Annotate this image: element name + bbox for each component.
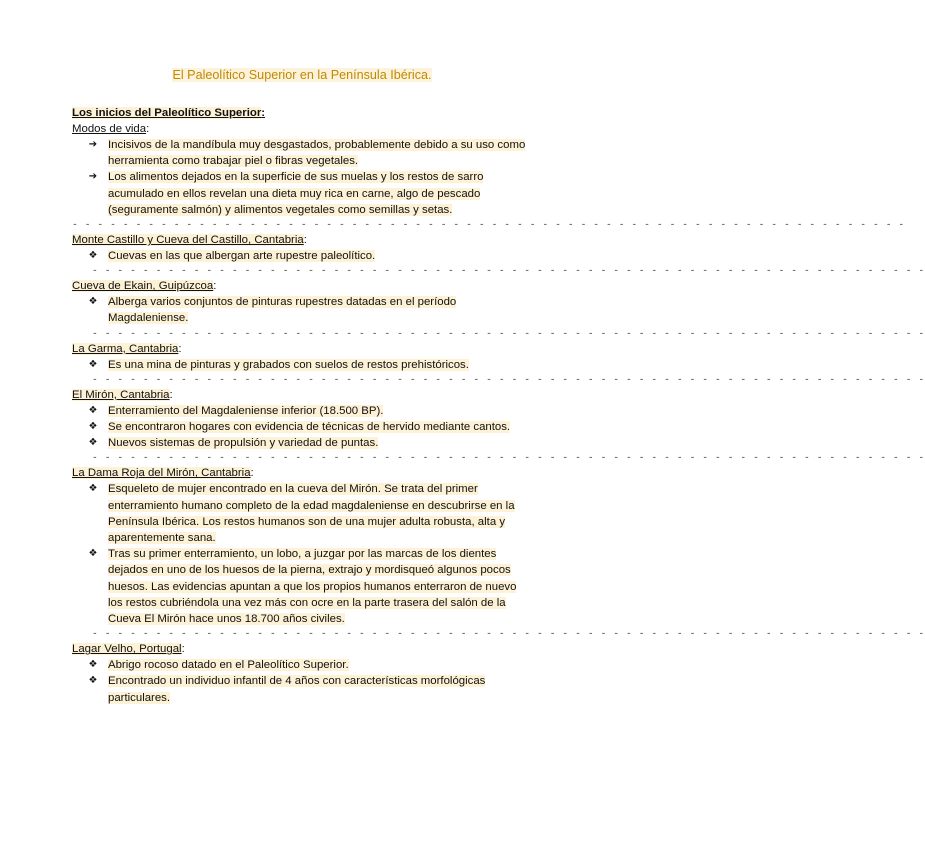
heading-colon: : [261,107,266,119]
section-label-text: La Garma, Cantabria [72,342,179,355]
list-item [72,169,532,218]
section-label-text: Lagar Velho, Portugal [72,643,182,656]
sections-container [72,121,925,706]
arrow-bullet-icon: ➔ [88,171,98,183]
diamond-bullet-icon: ❖ [88,437,98,449]
section-label-text: La Dama Roja del Mirón, Cantabria [72,467,251,480]
bullet-list [72,137,532,218]
bullet-list [72,657,532,706]
list-item [72,673,532,705]
list-item [72,137,532,169]
section-separator: - - - - - - - - - - - - - - - - - - - - - - - - - - - - - - - - - - - - - - - - - - - - - - - - - - - - - - - - - - - - - - - - - - [92,265,925,277]
section-separator: - - - - - - - - - - - - - - - - - - - - - - - - - - - - - - - - - - - - - - - - - - - - - - - - - - - - - - - - - - - - - - - - - - [92,373,925,385]
section-label: Modos de vida: [72,123,150,135]
bullet-list [72,248,532,264]
list-item [72,294,532,326]
bullet-list [72,481,532,627]
section-label: Cueva de Ekain, Guipúzcoa: [72,280,217,293]
section-label-text: El Mirón, Cantabria [72,388,170,401]
section-label-text: Modos de vida [72,123,147,135]
section-separator: - - - - - - - - - - - - - - - - - - - - - - - - - - - - - - - - - - - - - - - - - - - - - - - - - - - - - - - - - - - - - - - - - - [72,219,905,231]
list-item [72,419,532,435]
list-item-text: Los alimentos dejados en la superficie de sus muelas y los restos de sarro acumulado en ellos revelan una dieta muy rica en carne, algo de pescado (seguramente salmón) y alimentos vegetales como semillas y setas. [108,171,484,216]
list-item [72,657,532,673]
list-item [72,248,532,264]
diamond-bullet-icon: ❖ [88,421,98,433]
document-title [72,68,532,82]
list-item-text: Enterramiento del Magdaleniense inferior (18.500 BP). [108,404,384,417]
diamond-bullet-icon: ❖ [88,659,98,671]
list-item [72,435,532,451]
list-item-text: Esqueleto de mujer encontrado en la cueva del Mirón. Se trata del primer enterramiento humano completo de la edad magdaleniense en descubrirse en la Península Ibérica. Los restos humanos son de una mujer adulta robusta, alta y aparentemente sana. [108,483,515,545]
list-item [72,403,532,419]
document-title-text: El Paleolítico Superior en la Península Ibérica. [172,68,432,82]
arrow-bullet-icon: ➔ [88,139,98,150]
section-separator: - - - - - - - - - - - - - - - - - - - - - - - - - - - - - - - - - - - - - - - - - - - - - - - - - - - - - - - - - - - - - - - - - - [92,452,925,464]
diamond-bullet-icon: ❖ [88,404,98,416]
list-item-text: Alberga varios conjuntos de pinturas rupestres datadas en el período Magdaleniense. [108,296,457,325]
diamond-bullet-icon: ❖ [88,358,98,370]
diamond-bullet-icon: ❖ [88,675,98,687]
section-separator: - - - - - - - - - - - - - - - - - - - - - - - - - - - - - - - - - - - - - - - - - - - - - - - - - - - - - - - - - - - - - - - - - - [92,327,925,339]
document-page [72,68,925,706]
bullet-list [72,357,532,373]
section-label: El Mirón, Cantabria: [72,388,173,401]
list-item [72,481,532,546]
section-label: Monte Castillo y Cueva del Castillo, Cantabria: [72,234,307,247]
bullet-list [72,403,532,452]
section-label: Lagar Velho, Portugal: [72,643,185,656]
section-label-text: Monte Castillo y Cueva del Castillo, Cantabria [72,234,304,247]
list-item-text: Es una mina de pinturas y grabados con suelos de restos prehistóricos. [108,358,469,371]
list-item-text: Nuevos sistemas de propulsión y variedad de puntas. [108,437,379,450]
list-item-text: Cuevas en las que albergan arte rupestre paleolítico. [108,250,376,263]
diamond-bullet-icon: ❖ [88,296,98,308]
section-label-text: Cueva de Ekain, Guipúzcoa [72,280,214,293]
section-heading-text: Los inicios del Paleolítico Superior [72,107,262,119]
list-item-text: Encontrado un individuo infantil de 4 años con características morfológicas particulares. [108,675,486,704]
list-item-text: Tras su primer enterramiento, un lobo, a juzgar por las marcas de los dientes dejados en uno de los huesos de la pierna, extrajo y mordisqueó algunos pocos huesos. Las evidencias apuntan a que los propios humanos enterraron de nuevo los restos cubriéndola una vez más con ocre en la parte trasera del salón de la Cueva El Mirón hace unos 18.700 años civiles. [108,548,517,626]
list-item-text: Incisivos de la mandíbula muy desgastados, probablemente debido a su uso como herramienta como trabajar piel o fibras vegetales. [108,139,526,168]
bullet-list [72,294,532,326]
list-item [72,357,532,373]
diamond-bullet-icon: ❖ [88,250,98,262]
diamond-bullet-icon: ❖ [88,548,98,560]
diamond-bullet-icon: ❖ [88,483,98,495]
list-item [72,546,532,627]
section-separator: - - - - - - - - - - - - - - - - - - - - - - - - - - - - - - - - - - - - - - - - - - - - - - - - - - - - - - - - - - - - - - - - - - [92,628,925,640]
section-label: La Garma, Cantabria: [72,342,182,355]
section-heading [72,105,532,121]
list-item-text: Se encontraron hogares con evidencia de técnicas de hervido mediante cantos. [108,421,511,434]
list-item-text: Abrigo rocoso datado en el Paleolítico Superior. [108,659,349,672]
section-label: La Dama Roja del Mirón, Cantabria: [72,467,254,480]
